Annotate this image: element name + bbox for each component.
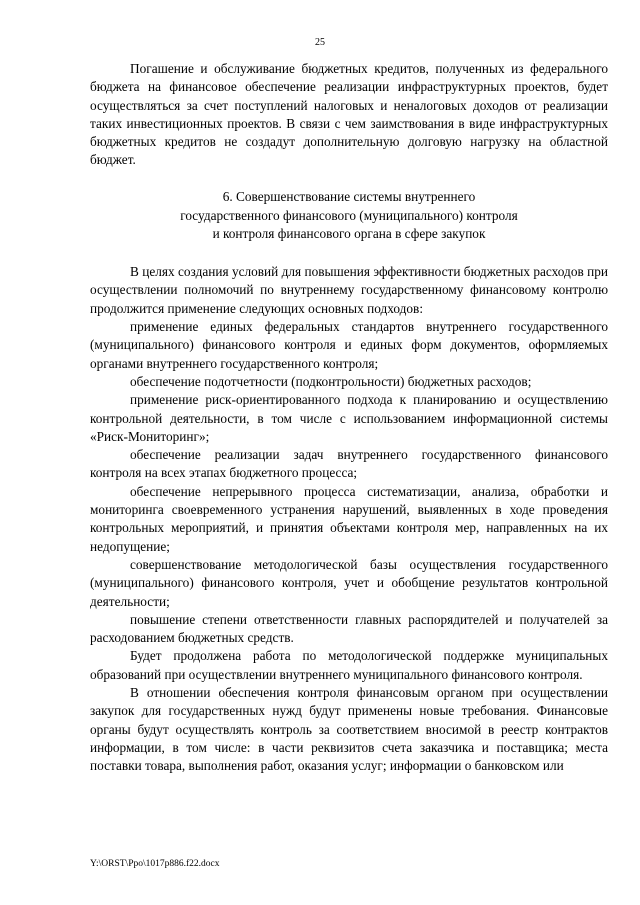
list-item: применение единых федеральных стандартов внутреннего государственного (муниципального) финансового контроля и единых форм документов, оформляемых органами внутреннего государственного контроля; [90,319,608,371]
paragraph: Будет продолжена работа по методологической поддержке муниципальных образований при осуществлении внутреннего муниципального финансового контроля. [90,648,608,682]
list-item: повышение степени ответственности главных распорядителей и получателей за расходованием бюджетных средств. [90,611,608,646]
section-heading-line: государственного финансового (муниципального) контроля [180,207,518,223]
paragraph: В целях создания условий для повышения эффективности бюджетных расходов при осуществлении полномочий по внутреннему государственному финансовому контролю продолжится применение следующих основных подходов: [90,264,608,316]
list-item: обеспечение подотчетности (подконтрольности) бюджетных расходов; [130,373,532,389]
page-number: 25 [315,37,325,48]
list-item: совершенствование методологической базы осуществления государственного (муниципального) финансового контроля, учет и обобщение результатов контрольной деятельности; [90,556,608,609]
list-item: обеспечение реализации задач внутреннего государственного финансового контроля на всех этапах бюджетного процесса; [90,447,608,481]
section-heading-line: и контроля финансового органа в сфере закупок [212,225,486,241]
paragraph: Погашение и обслуживание бюджетных кредитов, полученных из федерального бюджета на финансовое обеспечение реализации инфраструктурных проектов, будет осуществляться за счет поступлений налоговых и неналоговых доходов от реализации таких инвестиционных проектов. В связи с чем заимствования в виде инфраструктурных бюджетных кредитов не создадут дополнительную долговую нагрузку на областной бюджет. [90,61,608,168]
document-body [90,60,608,775]
file-path-footer: Y:\ORST\Ppo\1017p886.f22.docx [90,859,220,869]
list-item: применение риск-ориентированного подхода к планированию и осуществлению контрольной деятельности, в том числе с использованием информационной системы «Риск-Мониторинг»; [90,392,608,444]
list-item: обеспечение непрерывного процесса систематизации, анализа, обработки и мониторинга своевременного устранения нарушений, выявленных в ходе проведения контрольных мероприятий, и принятия объектами контроля мер, направленных на их недопущение; [90,483,608,554]
section-heading [90,188,608,243]
section-heading-line: 6. Совершенствование системы внутреннего [222,189,476,205]
paragraph: В отношении обеспечения контроля финансовым органом при осуществлении закупок для государственных нужд будут применены новые требования. Финансовые органы будут осуществлять контроль за соответствием вносимой в реестр контрактов информации, в том числе: в части реквизитов счета заказчика и поставщика; места поставки товара, выполнения работ, оказания услуг; информации о банковском или [90,685,608,774]
